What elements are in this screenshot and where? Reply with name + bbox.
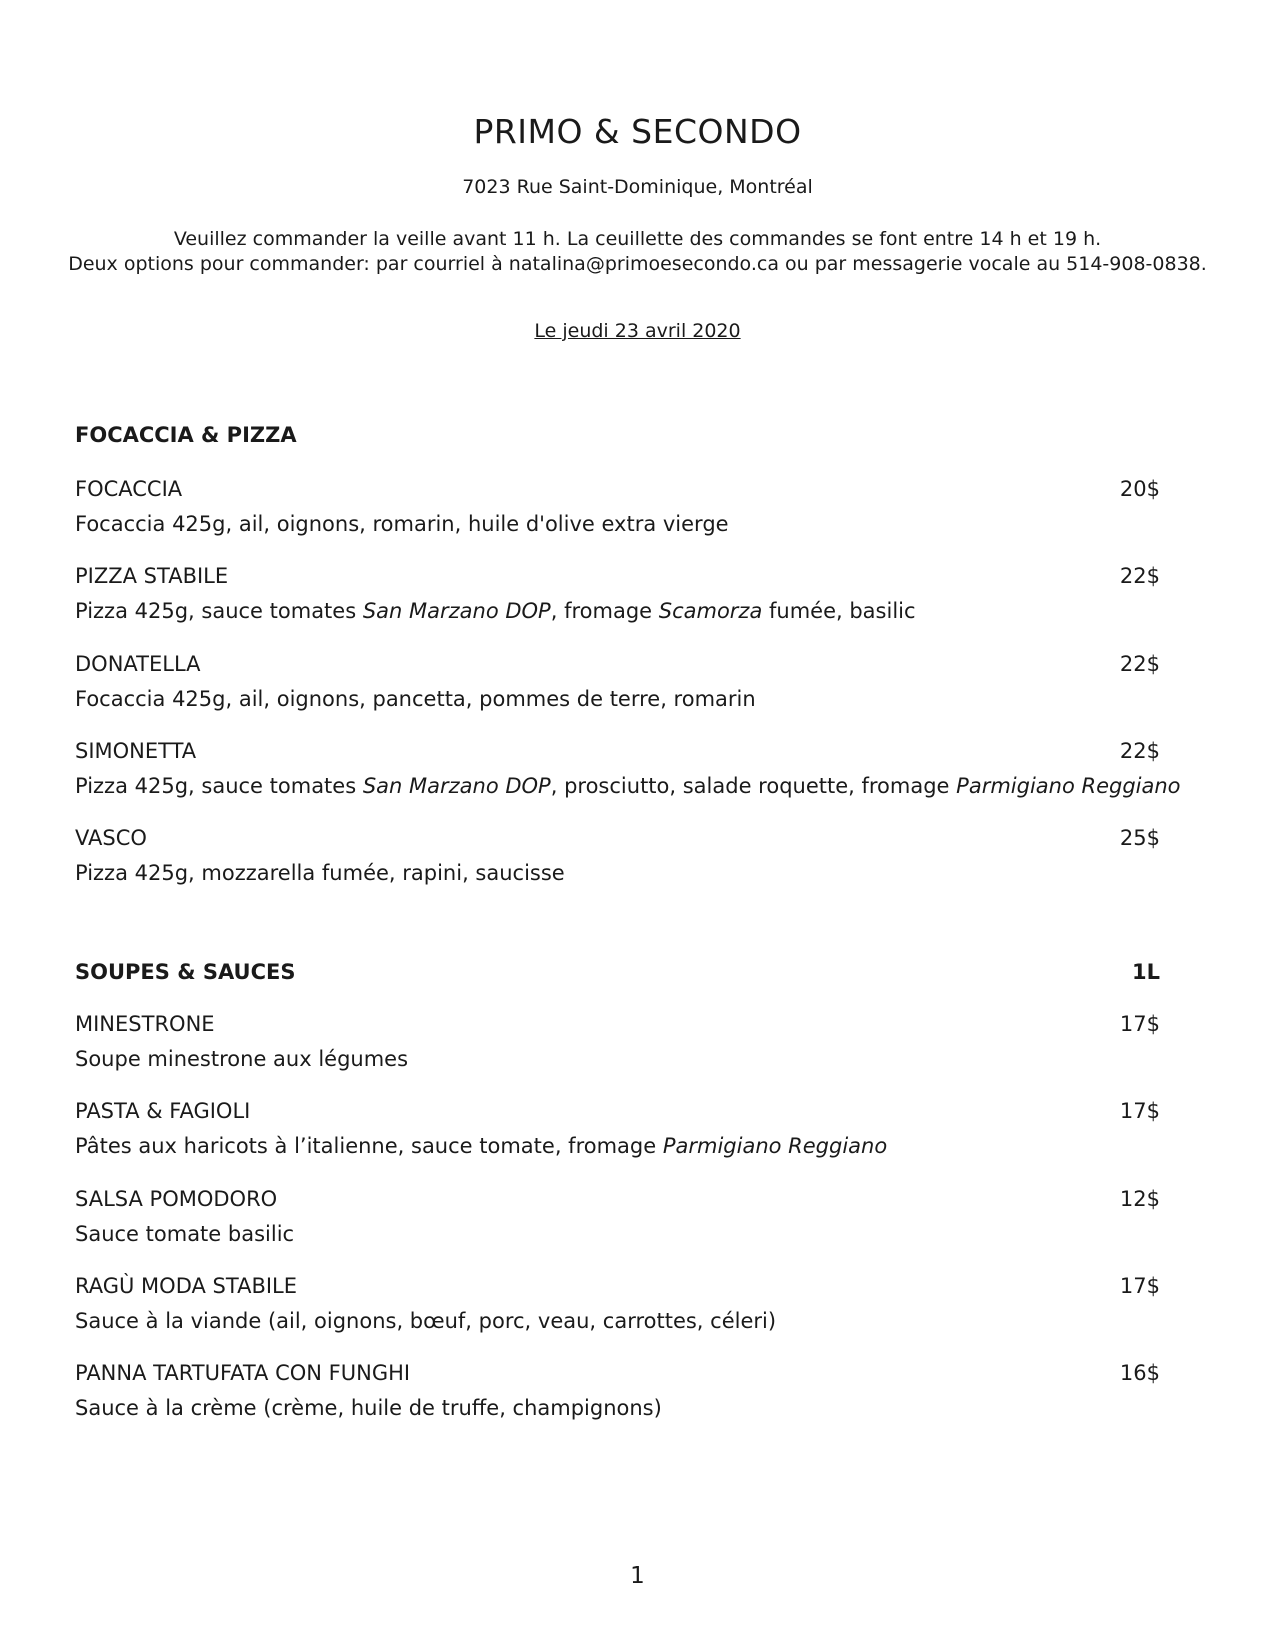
- order-note-line-1: Veuillez commander la veille avant 11 h. La ceuillette des commandes se font entre 14 h et 19 h.: [173, 228, 1102, 250]
- menu-item-description: [75, 1396, 662, 1420]
- text-segment: Pâtes aux haricots à l’italienne, sauce tomate, fromage: [75, 1134, 663, 1158]
- italic-text: Parmigiano Reggiano: [956, 774, 1181, 798]
- text-segment: Pizza 425g, sauce tomates: [75, 774, 363, 798]
- menu-item-name: PIZZA STABILE: [75, 564, 229, 588]
- italic-text: Parmigiano Reggiano: [662, 1134, 888, 1158]
- menu-item-name: DONATELLA: [75, 652, 201, 676]
- section-title-soupes-sauces: SOUPES & SAUCES: [75, 960, 296, 984]
- menu-item-price: 17$: [1119, 1274, 1160, 1298]
- menu-item-name: MINESTRONE: [75, 1012, 215, 1036]
- text-segment: Soupe minestrone aux légumes: [75, 1047, 409, 1071]
- page-title: PRIMO & SECONDO: [473, 112, 802, 151]
- menu-item-name: SALSA POMODORO: [75, 1187, 278, 1211]
- text-segment: fumée, basilic: [762, 599, 916, 623]
- italic-text: San Marzano DOP: [362, 774, 551, 798]
- menu-date: Le jeudi 23 avril 2020: [534, 320, 741, 342]
- text-segment: Pizza 425g, mozzarella fumée, rapini, saucisse: [75, 861, 565, 885]
- menu-item-description: [75, 1134, 887, 1158]
- menu-item-description: [75, 861, 565, 885]
- menu-item-description: [75, 599, 916, 623]
- menu-item-price: 22$: [1119, 564, 1160, 588]
- menu-item-price: 17$: [1119, 1012, 1160, 1036]
- menu-item-price: 16$: [1119, 1361, 1160, 1385]
- menu-item-name: VASCO: [75, 826, 147, 850]
- restaurant-address: 7023 Rue Saint-Dominique, Montréal: [462, 176, 813, 198]
- menu-item-price: 12$: [1119, 1187, 1160, 1211]
- menu-item-name: PANNA TARTUFATA CON FUNGHI: [75, 1361, 411, 1385]
- menu-item-description: [75, 512, 729, 536]
- menu-item-price: 22$: [1119, 739, 1160, 763]
- text-segment: Pizza 425g, sauce tomates: [75, 599, 363, 623]
- text-segment: , fromage: [550, 599, 659, 623]
- menu-item-price: 25$: [1119, 826, 1160, 850]
- text-segment: Sauce tomate basilic: [75, 1222, 295, 1246]
- menu-item-description: [75, 1047, 408, 1071]
- section-unit: 1L: [1132, 960, 1160, 984]
- text-segment: Focaccia 425g, ail, oignons, romarin, huile d'olive extra vierge: [75, 512, 729, 536]
- menu-item-name: FOCACCIA: [75, 477, 183, 501]
- page-number: 1: [630, 1563, 645, 1589]
- menu-item-name: RAGÙ MODA STABILE: [75, 1274, 298, 1298]
- menu-item-price: 22$: [1119, 652, 1160, 676]
- text-segment: Sauce à la crème (crème, huile de truffe, champignons): [75, 1396, 662, 1420]
- menu-item-name: PASTA & FAGIOLI: [75, 1099, 251, 1123]
- italic-text: Scamorza: [658, 599, 763, 623]
- menu-item-description: [75, 1309, 776, 1333]
- menu-item-price: 17$: [1119, 1099, 1160, 1123]
- menu-item-description: [75, 774, 1181, 798]
- text-segment: Sauce à la viande (ail, oignons, bœuf, porc, veau, carrottes, céleri): [75, 1309, 777, 1333]
- text-segment: Focaccia 425g, ail, oignons, pancetta, pommes de terre, romarin: [75, 687, 756, 711]
- menu-item-price: 20$: [1119, 477, 1160, 501]
- italic-text: San Marzano DOP: [362, 599, 551, 623]
- menu-item-description: [75, 687, 756, 711]
- order-note-line-2: Deux options pour commander: par courriel à natalina@primoesecondo.ca ou par messagerie vocale au 514-908-0838.: [68, 253, 1207, 275]
- section-title-focaccia-pizza: FOCACCIA & PIZZA: [75, 423, 297, 447]
- text-segment: , prosciutto, salade roquette, fromage: [550, 774, 957, 798]
- menu-item-description: [75, 1222, 294, 1246]
- menu-item-name: SIMONETTA: [75, 739, 197, 763]
